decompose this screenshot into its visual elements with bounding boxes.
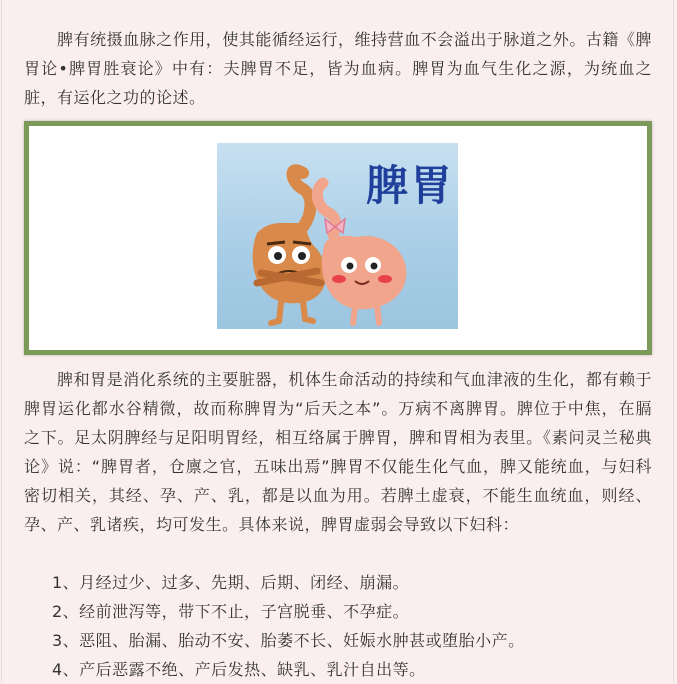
left-stomach-tube-icon: [292, 170, 310, 227]
list-item: 2、经前泄泻等，带下不止，子宫脱垂、不孕症。: [52, 602, 410, 621]
paragraph-spleen-blood: 脾有统摄血脉之作用，使其能循经运行，维持营血不会溢出于脉道之外。古籍《脾胃论•脾胃胜衰论》中有：夫脾胃不足，皆为血病。脾胃为血气生化之源，为统血之脏，有运化之功的论述。: [24, 30, 652, 107]
image-title-text: 脾胃: [365, 161, 454, 210]
paragraph-spleen-stomach: 脾和胃是消化系统的主要脏器，机体生命活动的持续和气血津液的生化，都有赖于脾胃运化都水谷精微，故而称脾胃为“后天之本”。万病不离脾胃。脾位于中焦，在膈之下。足太阴脾经与足阳明胃经，相互络属于脾胃，脾和胃相为表里。《素问灵兰秘典论》说：“脾胃者，仓廪之官，五味出焉”脾胃不仅能生化气血，脾又能统血，与妇科密切相关，其经、孕、产、乳，都是以血为用。若脾土虚衰，不能生血统血，则经、孕、产、乳诸疾，均可发生。具体来说，脾胃虚弱会导致以下妇科：: [24, 370, 652, 534]
right-stomach-body-icon: [322, 236, 407, 309]
image-figure: [24, 121, 652, 355]
list-item: 3、恶阻、胎漏、胎动不安、胎萎不长、妊娠水肿甚或堕胎小产。: [52, 631, 525, 650]
left-stomach-body-icon: [253, 223, 326, 304]
list-item: 1、月经过少、过多、先期、后期、闭经、崩漏。: [52, 573, 410, 592]
spleen-stomach-cartoon: [217, 143, 458, 329]
list-item: 4、产后恶露不绝、产后发热、缺乳、乳汁自出等。: [52, 660, 426, 679]
